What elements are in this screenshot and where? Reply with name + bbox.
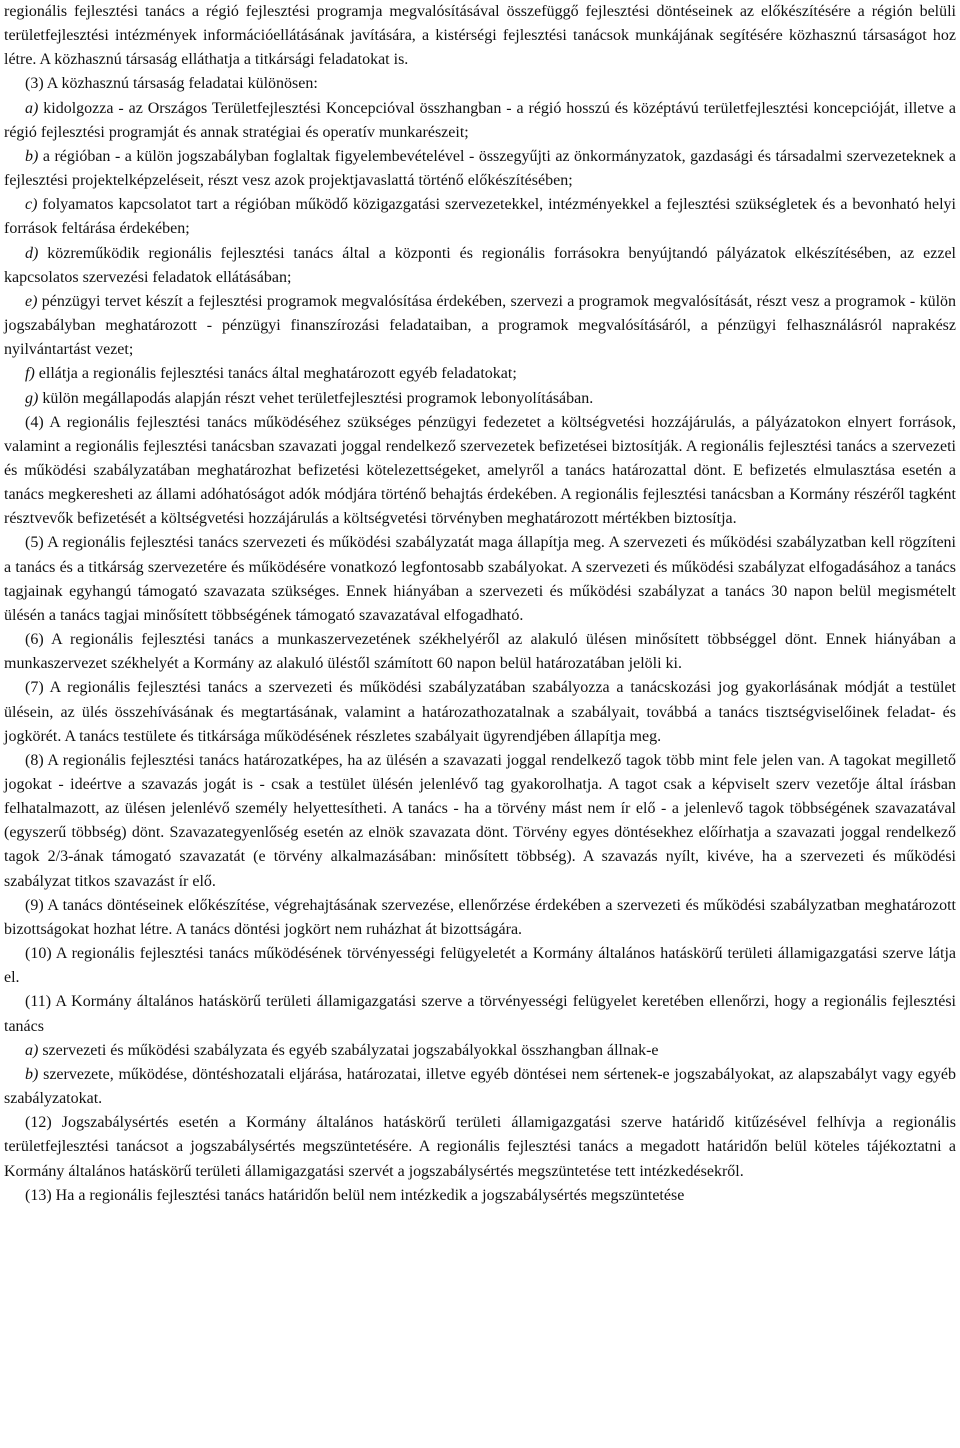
paragraph-text: a régióban - a külön jogszabályban foglaltak figyelembevételével - összegyűjti az önkormányzatok, gazdasági és társadalmi szervezeteknek a fejlesztési projektelképzeléseit, részt vesz azok projektjavaslattá történő előkészítésében; [4,147,956,190]
paragraph-text: pénzügyi tervet készít a fejlesztési programok megvalósítása érdekében, szervezi a programok megvalósítását, részt vesz a programok - külön jogszabályban meghatározott - pénzügyi finanszírozási feladataiban, a programok megvalósításáról, a pénzügyi felhasználásról naprakész nyilvántartást vezet; [4,292,957,359]
paragraph-text: (8) A regionális fejlesztési tanács határozatképes, ha az ülésén a szavazati joggal rendelkező tagok több mint fele jelen van. A tagokat megillető jogokat - ideértve a szavazás jogát is - csak a testület ülésén jelenlévő tag gyakorolhatja. A tagot csak a képviselt szerv vezetője által írásban felhatalmazott, az ülésen jelenlévő személy helyettesítheti. A tanács - ha a törvény mást nem ír elő - a jelenlevő tagok többségének szavazatával (egyszerű többség) dönt. Szavazategyenlőség esetén az elnök szavazata dönt. Törvény egyes döntésekhez előírhatja a szavazati joggal rendelkező tagok 2/3-ának támogató szavazatát (e törvény alkalmazásában: minősített többség). A szavazás nyílt, kivéve, ha a szervezeti és működési szabályzat titkos szavazást ír elő. [4,751,956,890]
list-label: e) [25,292,38,310]
paragraph-text: (4) A regionális fejlesztési tanács működéséhez szükséges pénzügyi fedezetet a költségvetési hozzájárulás, a pályázatokon elnyert források, valamint a regionális fejlesztési tanácsban szavazati joggal rendelkező szervezetek befizetései biztosítják. A regionális fejlesztési tanács a szervezeti és működési szabályzatában meghatározhat befizetési kötelezettségeket, amelyről a tanács határozattal dönt. E befizetés elmulasztása esetén a tanács megkeresheti az állami adóhatóságot adók módjára történő behajtás érdekében. A regionális fejlesztési tanácsban a Kormány részéről tagként résztvevők befizetését a költségvetési hozzájárulás a költségvetési törvényben meghatározott mértékben biztosítja. [4,413,956,528]
paragraph-text: kidolgozza - az Országos Területfejlesztési Koncepcióval összhangban - a régió hosszú és középtávú területfejlesztési koncepcióját, illetve a régió fejlesztési programját és annak stratégiai és operatív munkarészeit; [4,99,957,141]
paragraph-text: (3) A közhasznú társaság feladatai különösen: [25,75,318,93]
list-label: c) [25,196,38,214]
list-label: b) [25,1065,39,1083]
paragraph-3a [4,97,956,145]
list-label: b) [25,147,39,165]
paragraph-text: (9) A tanács döntéseinek előkészítése, végrehajtásának szervezése, ellenőrzése érdekében a szervezeti és működési szabályzatban meghatározott bizottságokat hozhat létre. A tanács döntési jogkört nem ruházhat át bizottságára. [4,896,956,938]
paragraph-6 [4,628,956,676]
paragraph-text: regionális fejlesztési tanács a régió fejlesztési programja megvalósításával összefüggő fejlesztési döntéseinek az előkészítésére a régión belüli területfejlesztési intézmények információellátásának javítására, a kistérségi fejlesztési tanácsok munkájának segítésére közhasznú társaságot hoz létre. A közhasznú társaság elláthatja a titkársági feladatokat is. [4,3,956,69]
paragraph-text: külön megállapodás alapján részt vehet területfejlesztési programok lebonyolításában. [42,389,594,407]
paragraph-9 [4,894,956,942]
list-label: a) [25,99,39,117]
paragraph-11a [4,1039,956,1063]
paragraph-text: (13) Ha a regionális fejlesztési tanács határidőn belül nem intézkedik a jogszabálysértés megszüntetése [25,1186,685,1204]
paragraph-3 [4,72,956,96]
paragraph-text: (12) Jogszabálysértés esetén a Kormány általános hatáskörű területi államigazgatási szerve határidő kitűzésével felhívja a regionális területfejlesztési tanácsot a jogszabálysértés megszüntetésére. A regionális fejlesztési tanács a megadott határidőn belül köteles tájékoztatni a Kormány általános hatáskörű területi államigazgatási szervét a jogszabálysértés megszüntetése tett intézkedésekről. [4,1114,956,1180]
list-label: a) [25,1041,39,1059]
paragraph-8 [4,749,956,894]
list-label: g) [25,389,39,407]
paragraph-3b [4,145,956,193]
paragraph-3d [4,242,956,290]
list-label: d) [25,244,39,262]
paragraph-3c [4,193,956,241]
paragraph-text: (7) A regionális fejlesztési tanács a szervezeti és működési szabályzatában szabályozza a tanácskozási jog gyakorlásának módját a testület ülésein, az ülés összehívásának és megtartásának, valamint a határozathozatalnak a szabályait, továbbá a tanács tisztségviselőinek feladat- és jogkörét. A tanács testülete és titkársága működésének részletes szabályait ügyrendjében állapítja meg. [4,679,956,745]
document-body [4,0,956,1208]
paragraph-text: (10) A regionális fejlesztési tanács működésének törvényességi felügyeletét a Kormány általános hatáskörű területi államigazgatási szerve látja el. [4,945,956,987]
list-label: f) [25,365,35,383]
paragraph-4 [4,411,956,532]
paragraph-text: (6) A regionális fejlesztési tanács a munkaszervezetének székhelyéről az alakuló ülésen minősített többséggel dönt. Ennek hiányában a munkaszervezet székhelyét a Kormány az alakuló üléstől számított 60 napon belül határozatában jelöli ki. [4,631,956,673]
paragraph-13 [4,1184,956,1208]
paragraph-7 [4,676,956,748]
paragraph-3e [4,290,956,362]
paragraph-text: közreműködik regionális fejlesztési tanács által a központi és regionális forrásokra benyújtandó pályázatok elkészítésében, az ezzel kapcsolatos szervezési feladatok ellátásában; [4,244,956,286]
paragraph-text: szervezeti és működési szabályzata és egyéb szabályzatai jogszabályokkal összhangban állnak-e [42,1041,659,1059]
paragraph-10 [4,942,956,990]
paragraph-text: ellátja a regionális fejlesztési tanács által meghatározott egyéb feladatokat; [38,365,517,383]
paragraph-text: (5) A regionális fejlesztési tanács szervezeti és működési szabályzatát maga állapítja meg. A szervezeti és működési szabályzatban kell rögzíteni a tanács és a titkárság szervezetére és működésére vonatkozó legfontosabb szabályokat. A szervezeti és működési szabályzat elfogadásához a tanács tagjainak egyhangú támogató szavazata szükséges. Ennek hiányában a szervezeti és működési szabályzat a tanács 30 napon belül megismételt ülésén a tanács tagjai minősített többségének támogató szavazatával elfogadható. [4,534,956,624]
paragraph-intro [4,0,956,72]
paragraph-5 [4,531,956,628]
paragraph-3f [4,362,956,386]
paragraph-11 [4,990,956,1038]
paragraph-12 [4,1111,956,1183]
paragraph-text: szervezete, működése, döntéshozatali eljárása, határozatai, illetve egyéb döntései nem sértenek-e jogszabályokat, az alapszabályt vagy egyéb szabályzatokat. [4,1065,956,1108]
paragraph-text: folyamatos kapcsolatot tart a régióban működő közigazgatási szervezetekkel, intézményekkel a fejlesztési szükségletek és a bevonható helyi források feltárása érdekében; [4,196,957,238]
paragraph-11b [4,1063,956,1111]
paragraph-3g [4,387,956,411]
paragraph-text: (11) A Kormány általános hatáskörű területi államigazgatási szerve a törvényességi felügyelet keretében ellenőrzi, hogy a regionális fejlesztési tanács [4,993,956,1035]
